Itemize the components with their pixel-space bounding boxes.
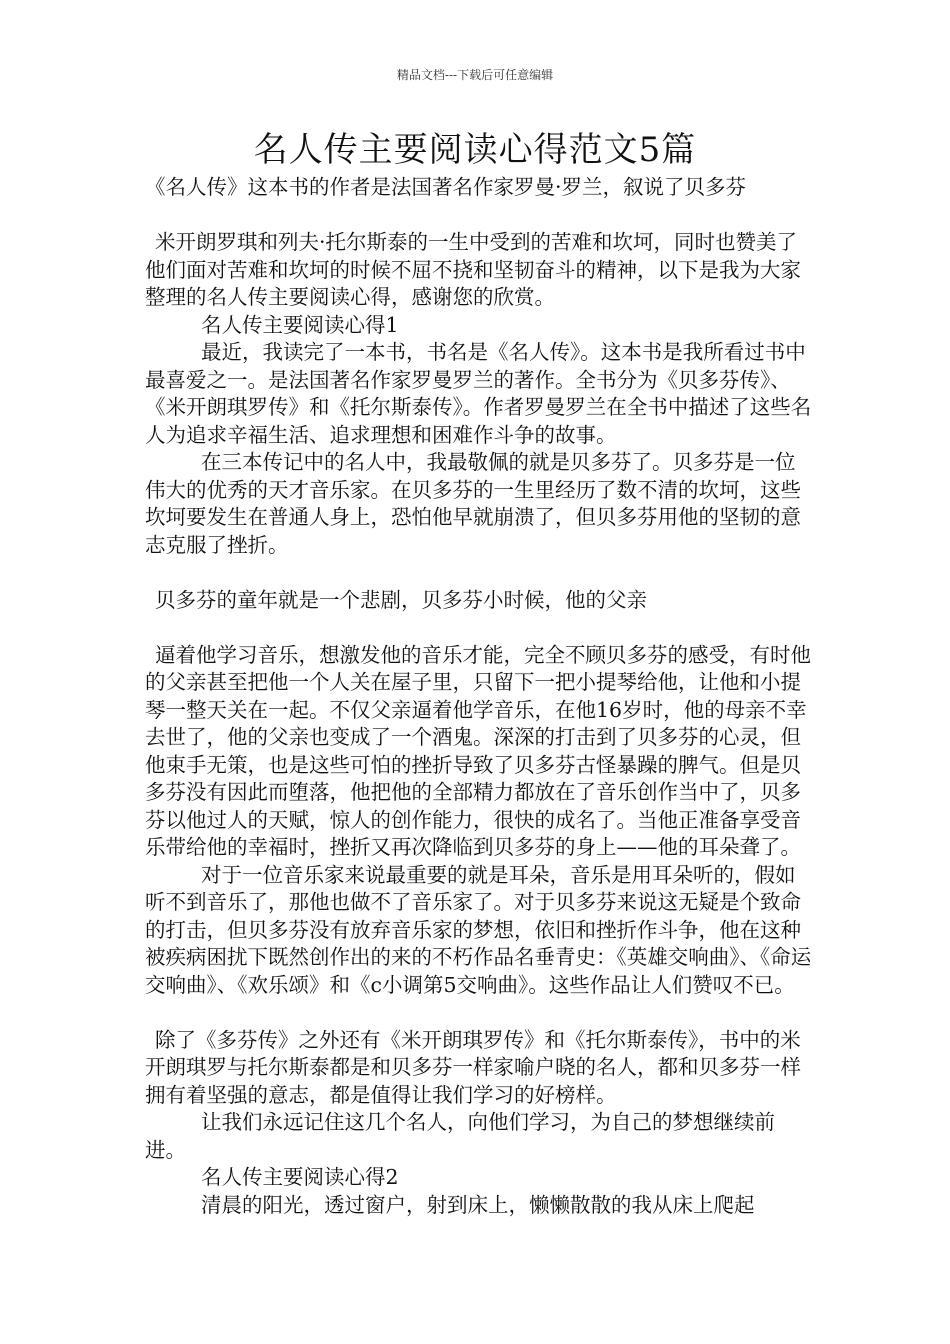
paragraph: 逼着他学习音乐，想激发他的音乐才能，完全不顾贝多芬的感受，有时他的父亲甚至把他一个人关在屋子里，只留下一把小提琴给他，让他和小提琴一整天关在一起。不仅父亲逼着他学音乐，在他16岁时，他的母亲不幸去世了，他的父亲也变成了一个酒鬼。深深的打击到了贝多芬的心灵，但他束手无策，也是这些可怕的挫折导致了贝多芬古怪暴躁的脾气。但是贝多芬没有因此而堕落，他把他的全部精力都放在了音乐创作当中了，贝多芬以他过人的天赋，惊人的创作能力，很快的成名了。当他正准备享受音乐带给他的幸福时，挫折又再次降临到贝多芬的身上——他的耳朵聋了。 [145,642,811,859]
paragraph: 贝多芬的童年就是一个悲剧，贝多芬小时候，他的父亲 [155,587,647,612]
paragraph-gap [145,202,813,230]
document-body [145,174,813,1219]
paragraph: 最近，我读完了一本书，书名是《名人传》。这本书是我所看过书中最喜爱之一。是法国著名作家罗曼罗兰的著作。全书分为《贝多芬传》、《米开朗琪罗传》和《托尔斯泰传》。作者罗曼罗兰在全书中描述了这些名人为追求辛福生活、追求理想和困难作斗争的故事。 [145,340,812,447]
paragraph: 在三本传记中的名人中，我最敬佩的就是贝多芬了。贝多芬是一位伟大的优秀的天才音乐家。在贝多芬的一生里经历了数不清的坎坷，这些坎坷要发生在普通人身上，恐怕他早就崩溃了，但贝多芬用他的坚韧的意志克服了挫折。 [145,450,801,557]
paragraph: 清晨的阳光，透过窗户，射到床上，懒懒散散的我从床上爬起 [201,1192,755,1217]
paragraph: 《名人传》这本书的作者是法国著名作家罗曼·罗兰，叙说了贝多芬 [145,175,747,199]
document-title: 名人传主要阅读心得范文5篇 [253,130,697,170]
section-heading: 名人传主要阅读心得2 [201,1165,399,1189]
paragraph-gap [145,559,813,587]
paragraph: 米开朗罗琪和列夫·托尔斯泰的一生中受到的苦难和坎坷，同时也赞美了他们面对苦难和坎坷的时候不屈不挠和坚韧奋斗的精神，以下是我为大家整理的名人传主要阅读心得，感谢您的欣赏。 [145,230,801,309]
section-heading: 名人传主要阅读心得1 [201,312,399,337]
paragraph: 除了《多芬传》之外还有《米开朗琪罗传》和《托尔斯泰传》，书中的米开朗琪罗与托尔斯泰都是和贝多芬一样家喻户晓的名人，都和贝多芬一样拥有着坚强的意志，都是值得让我们学习的好榜样。 [145,1027,801,1107]
header-note: 精品文档---下载后可任意编辑 [396,68,554,82]
paragraph: 对于一位音乐家来说最重要的就是耳朵，音乐是用耳朵听的，假如听不到音乐了，那他也做不了音乐家了。对于贝多芬来说这无疑是个致命的打击，但贝多芬没有放弃音乐家的梦想，依旧和挫折作斗争，他在这种被疾病困扰下既然创作出的来的不朽作品名垂青史：《英雄交响曲》、《命运交响曲》、《欢乐颂》和《c小调第5交响曲》。这些作品让人们赞叹不已。 [145,862,812,997]
paragraph-gap [145,614,813,642]
paragraph-gap [145,999,813,1027]
paragraph: 让我们永远记住这几个名人，向他们学习，为自己的梦想继续前进。 [145,1110,775,1162]
